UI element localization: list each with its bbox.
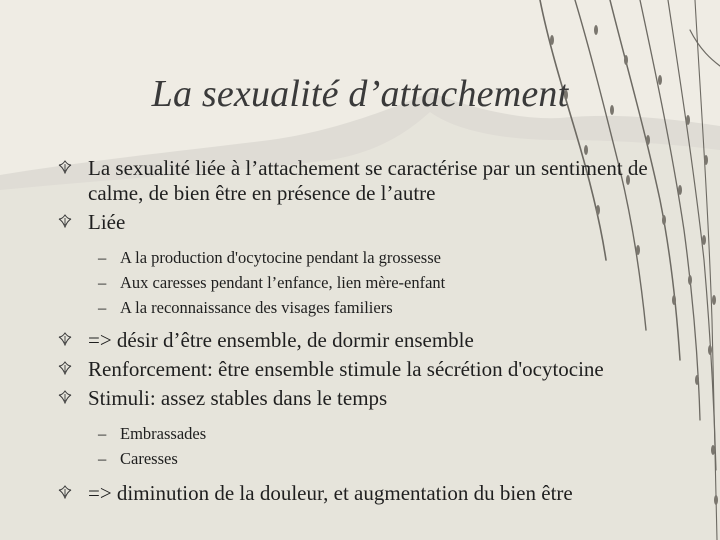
bullet-text: Stimuli: assez stables dans le temps	[88, 386, 388, 410]
bullet-item	[58, 386, 658, 411]
sub-bullet-item	[58, 295, 658, 320]
sub-bullet-text: Aux caresses pendant l’enfance, lien mère-enfant	[120, 273, 446, 292]
bullet-item	[58, 357, 658, 382]
bullet-item	[58, 210, 658, 235]
bullet-item	[58, 481, 658, 506]
dash-marker: –	[98, 273, 107, 292]
fleur-de-lis-bullet-icon	[58, 361, 72, 375]
bullet-list	[58, 156, 658, 510]
dash-marker: –	[98, 424, 107, 443]
sub-bullet-item	[58, 446, 658, 471]
fleur-de-lis-bullet-icon	[58, 485, 72, 499]
fleur-de-lis-bullet-icon	[58, 160, 72, 174]
bullet-text: => désir d’être ensemble, de dormir ensemble	[88, 328, 474, 352]
sub-bullet-item	[58, 270, 658, 295]
slide-title: La sexualité d’attachement	[151, 73, 569, 115]
sub-bullet-text: A la reconnaissance des visages familiers	[120, 298, 393, 317]
bullet-text: Liée	[88, 210, 126, 234]
bullet-item	[58, 156, 658, 206]
bullet-text: Renforcement: être ensemble stimule la sécrétion d'ocytocine	[88, 357, 604, 381]
bullet-text: La sexualité liée à l’attachement se caractérise par un sentiment de calme, de bien être en présence de l’autre	[88, 156, 648, 205]
sub-bullet-text: Caresses	[120, 449, 178, 468]
dash-marker: –	[98, 298, 107, 317]
sub-bullet-text: A la production d'ocytocine pendant la grossesse	[120, 248, 441, 267]
sub-bullet-item	[58, 421, 658, 446]
fleur-de-lis-bullet-icon	[58, 332, 72, 346]
bullet-item	[58, 328, 658, 353]
dash-marker: –	[98, 248, 107, 267]
sub-bullet-item	[58, 245, 658, 270]
fleur-de-lis-bullet-icon	[58, 390, 72, 404]
bullet-text: => diminution de la douleur, et augmentation du bien être	[88, 481, 573, 505]
dash-marker: –	[98, 449, 107, 468]
sub-bullet-text: Embrassades	[120, 424, 207, 443]
fleur-de-lis-bullet-icon	[58, 214, 72, 228]
